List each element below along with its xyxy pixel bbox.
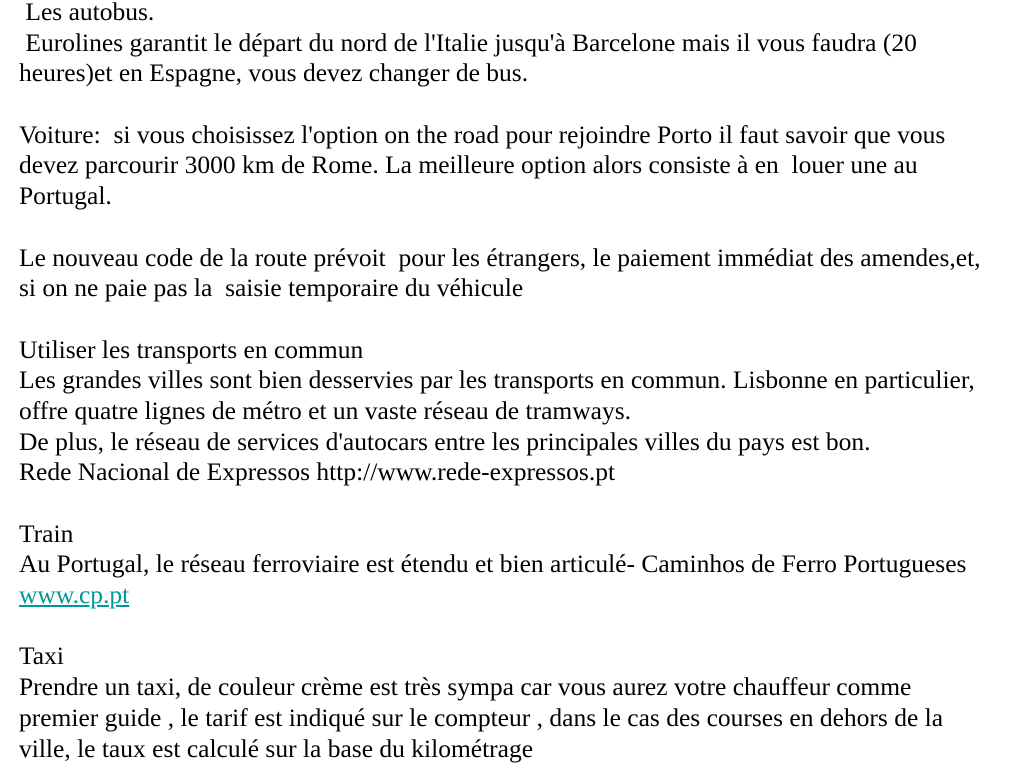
paragraph-line: offre quatre lignes de métro et un vaste réseau de tramways. xyxy=(19,395,631,425)
section-taxi xyxy=(19,641,1009,764)
paragraph-line: devez parcourir 3000 km de Rome. La meilleure option alors consiste à en louer une au xyxy=(19,150,918,180)
bus-heading: Les autobus. xyxy=(19,0,155,26)
taxi-heading: Taxi xyxy=(19,641,64,671)
paragraph-line: Voiture: si vous choisissez l'option on the road pour rejoindre Porto il faut savoir que vous xyxy=(19,119,946,149)
paragraph-line: Portugal. xyxy=(19,181,112,211)
blank-line xyxy=(19,488,1009,519)
paragraph-line: ville, le taux est calculé sur la base du kilométrage xyxy=(19,733,534,763)
paragraph-line: Le nouveau code de la route prévoit pour les étrangers, le paiement immédiat des amendes,et, xyxy=(19,242,981,272)
paragraph-line: premier guide , le tarif est indiqué sur le compteur , dans le cas des courses en dehors de la xyxy=(19,702,944,732)
train-heading: Train xyxy=(19,518,74,548)
paragraph-line: De plus, le réseau de services d'autocars entre les principales villes du pays est bon. xyxy=(19,426,871,456)
paragraph-line: Prendre un taxi, de couleur crème est très sympa car vous aurez votre chauffeur comme xyxy=(19,672,912,702)
paragraph-line: Les grandes villes sont bien desservies par les transports en commun. Lisbonne en particulier, xyxy=(19,365,975,395)
paragraph-line: Rede Nacional de Expressos http://www.rede-expressos.pt xyxy=(19,457,616,487)
blank-line xyxy=(19,212,1009,243)
blank-line xyxy=(19,89,1009,120)
paragraph-line: si on ne paie pas la saisie temporaire du véhicule xyxy=(19,273,524,303)
paragraph-line: Eurolines garantit le départ du nord de l'Italie jusqu'à Barcelone mais il vous faudra (20 xyxy=(19,27,917,57)
section-public-transport xyxy=(19,335,1009,488)
section-train xyxy=(19,519,1009,611)
document-body xyxy=(19,0,1009,764)
blank-line xyxy=(19,611,1009,642)
section-car xyxy=(19,120,1009,212)
blank-line xyxy=(19,304,1009,335)
section-bus xyxy=(19,0,1009,89)
link-line xyxy=(19,580,1009,611)
paragraph-line: Au Portugal, le réseau ferroviaire est étendu et bien articulé- Caminhos de Ferro Portugueses xyxy=(19,549,967,579)
paragraph-line: heures)et en Espagne, vous devez changer de bus. xyxy=(19,58,529,88)
public-transport-heading: Utiliser les transports en commun xyxy=(19,334,364,364)
section-road-code xyxy=(19,243,1009,304)
cp-website-link[interactable]: www.cp.pt xyxy=(19,580,130,610)
